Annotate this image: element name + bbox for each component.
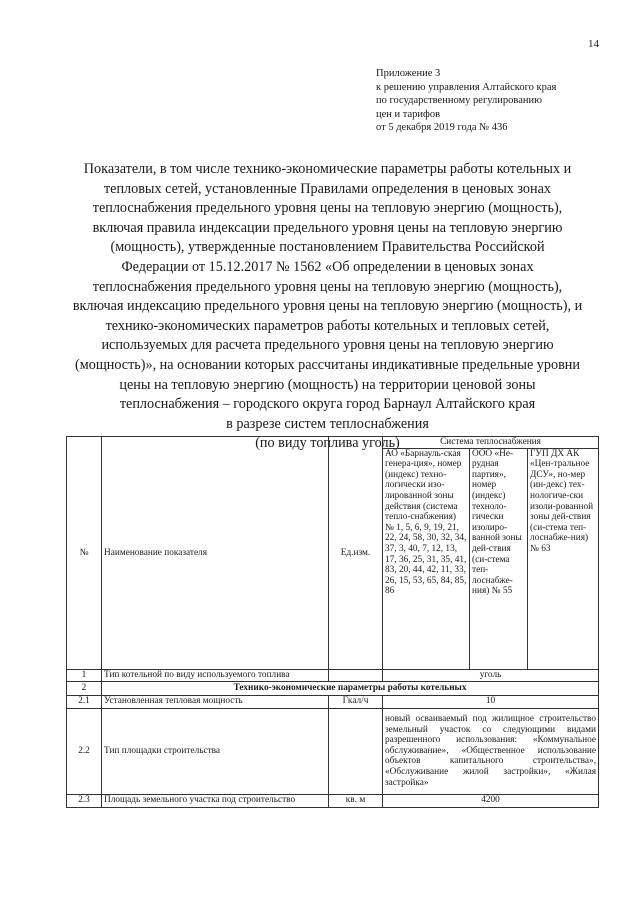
table-row xyxy=(67,695,599,708)
header-system-1: АО «Барнауль-ская генера-ция», номер (индекс) техно-логически изо-лированной зоны действия (система тепло-снабжения) № 1, 5, 6, 9, 19, 21, 22, 24, 58, 30, 32, 34, 37, 3, 40, 7, 12, 13, 17, 36, 25, 31, 35, 41, 83, 20, 44, 42, 11, 33, 26, 15, 53, 65, 84, 85, 86 xyxy=(383,448,470,669)
table-row xyxy=(67,794,599,807)
title-line: используемых для расчета предельного уровня цены на тепловую энергию xyxy=(101,337,554,354)
title-line: теплоснабжения – городского округа город Барнаул Алтайского края xyxy=(119,396,536,413)
table-row xyxy=(67,681,599,695)
title-line: технико-экономических параметров работы котельных и тепловых сетей, xyxy=(105,317,550,334)
row-value: новый осваиваемый под жилищное строительство земельный участок со следующими видами разрешенного использования: «Коммунальное обслуживание», «Общественное использование объектов капитального строительства», «Обслуживание жилой застройки», «Жилая застройка» xyxy=(383,708,599,794)
title-line: Федерации от 15.12.2017 № 1562 «Об определении в ценовых зонах xyxy=(121,258,534,275)
row-unit xyxy=(329,669,383,681)
row-num: 2.3 xyxy=(67,794,102,807)
row-num: 2 xyxy=(67,681,102,695)
header-systems-group: Система теплоснабжения xyxy=(383,437,599,449)
title-line: включая индексацию предельного уровня цены на тепловую энергию (мощность), и xyxy=(72,298,583,315)
appendix-line: цен и тарифов xyxy=(376,108,441,120)
title-line: теплоснабжения предельного уровня цены на тепловую энергию (мощность), xyxy=(92,200,563,217)
header-name: Наименование показателя xyxy=(102,437,329,670)
header-system-3: ГУП ДХ АК «Цен-тральное ДСУ», но-мер (ин-декс) тех-нологиче-ски изоли-рованной зоны дей-ствия (си-стема теп-лоснабже-ния) № 63 xyxy=(528,448,599,669)
page-number: 14 xyxy=(588,38,599,50)
appendix-header xyxy=(376,67,556,135)
row-num: 2.1 xyxy=(67,695,102,708)
title-line: (мощность)», на основании которых рассчитаны индикативные предельные уровни xyxy=(75,356,580,373)
row-unit: Гкал/ч xyxy=(329,695,383,708)
title-line: в разрезе систем теплоснабжения xyxy=(226,415,429,432)
header-num: № xyxy=(67,437,102,670)
section-heading: Технико-экономические параметры работы котельных xyxy=(102,681,599,695)
title-line: включая правила индексации предельного уровня цены на тепловую энергию xyxy=(92,219,563,236)
header-unit: Ед.изм. xyxy=(329,437,383,670)
row-num: 1 xyxy=(67,669,102,681)
title-line: (мощность), утвержденные постановлением Правительства Российской xyxy=(110,239,545,256)
row-name: Тип котельной по виду используемого топлива xyxy=(102,669,329,681)
table-row xyxy=(67,669,599,681)
title-line: Показатели, в том числе технико-экономические параметры работы котельных и xyxy=(83,161,572,177)
row-name: Установленная тепловая мощность xyxy=(102,695,329,708)
row-num: 2.2 xyxy=(67,708,102,794)
row-name: Площадь земельного участка под строительство xyxy=(102,794,329,807)
table-row xyxy=(67,708,599,794)
header-row xyxy=(67,437,599,449)
appendix-line: к решению управления Алтайского края xyxy=(376,81,557,93)
row-value: 4200 xyxy=(383,794,599,807)
title-line: цены на тепловую энергию (мощность) на территории ценовой зоны xyxy=(119,376,536,393)
appendix-line: Приложение 3 xyxy=(376,68,441,79)
indicators-table xyxy=(66,436,599,808)
title-line: тепловых сетей, установленные Правилами определения в ценовых зонах xyxy=(103,180,552,197)
row-unit: кв. м xyxy=(329,794,383,807)
appendix-line: от 5 декабря 2019 года № 436 xyxy=(376,122,508,133)
row-value: уголь xyxy=(383,669,599,681)
document-title xyxy=(40,160,615,454)
appendix-line: по государственному регулированию xyxy=(376,95,542,106)
title-line: теплоснабжения предельного уровня цены на тепловую энергию (мощность), xyxy=(92,278,563,295)
row-name: Тип площадки строительства xyxy=(102,708,329,794)
row-unit xyxy=(329,708,383,794)
row-value: 10 xyxy=(383,695,599,708)
header-system-2: ООО «Не-рудная партия», номер (индекс) техноло-гически изолиро-ванной зоны дей-ствия (си-стема теп-лоснабже-ния) № 55 xyxy=(470,448,528,669)
title-line: (по виду топлива уголь) xyxy=(255,435,400,452)
